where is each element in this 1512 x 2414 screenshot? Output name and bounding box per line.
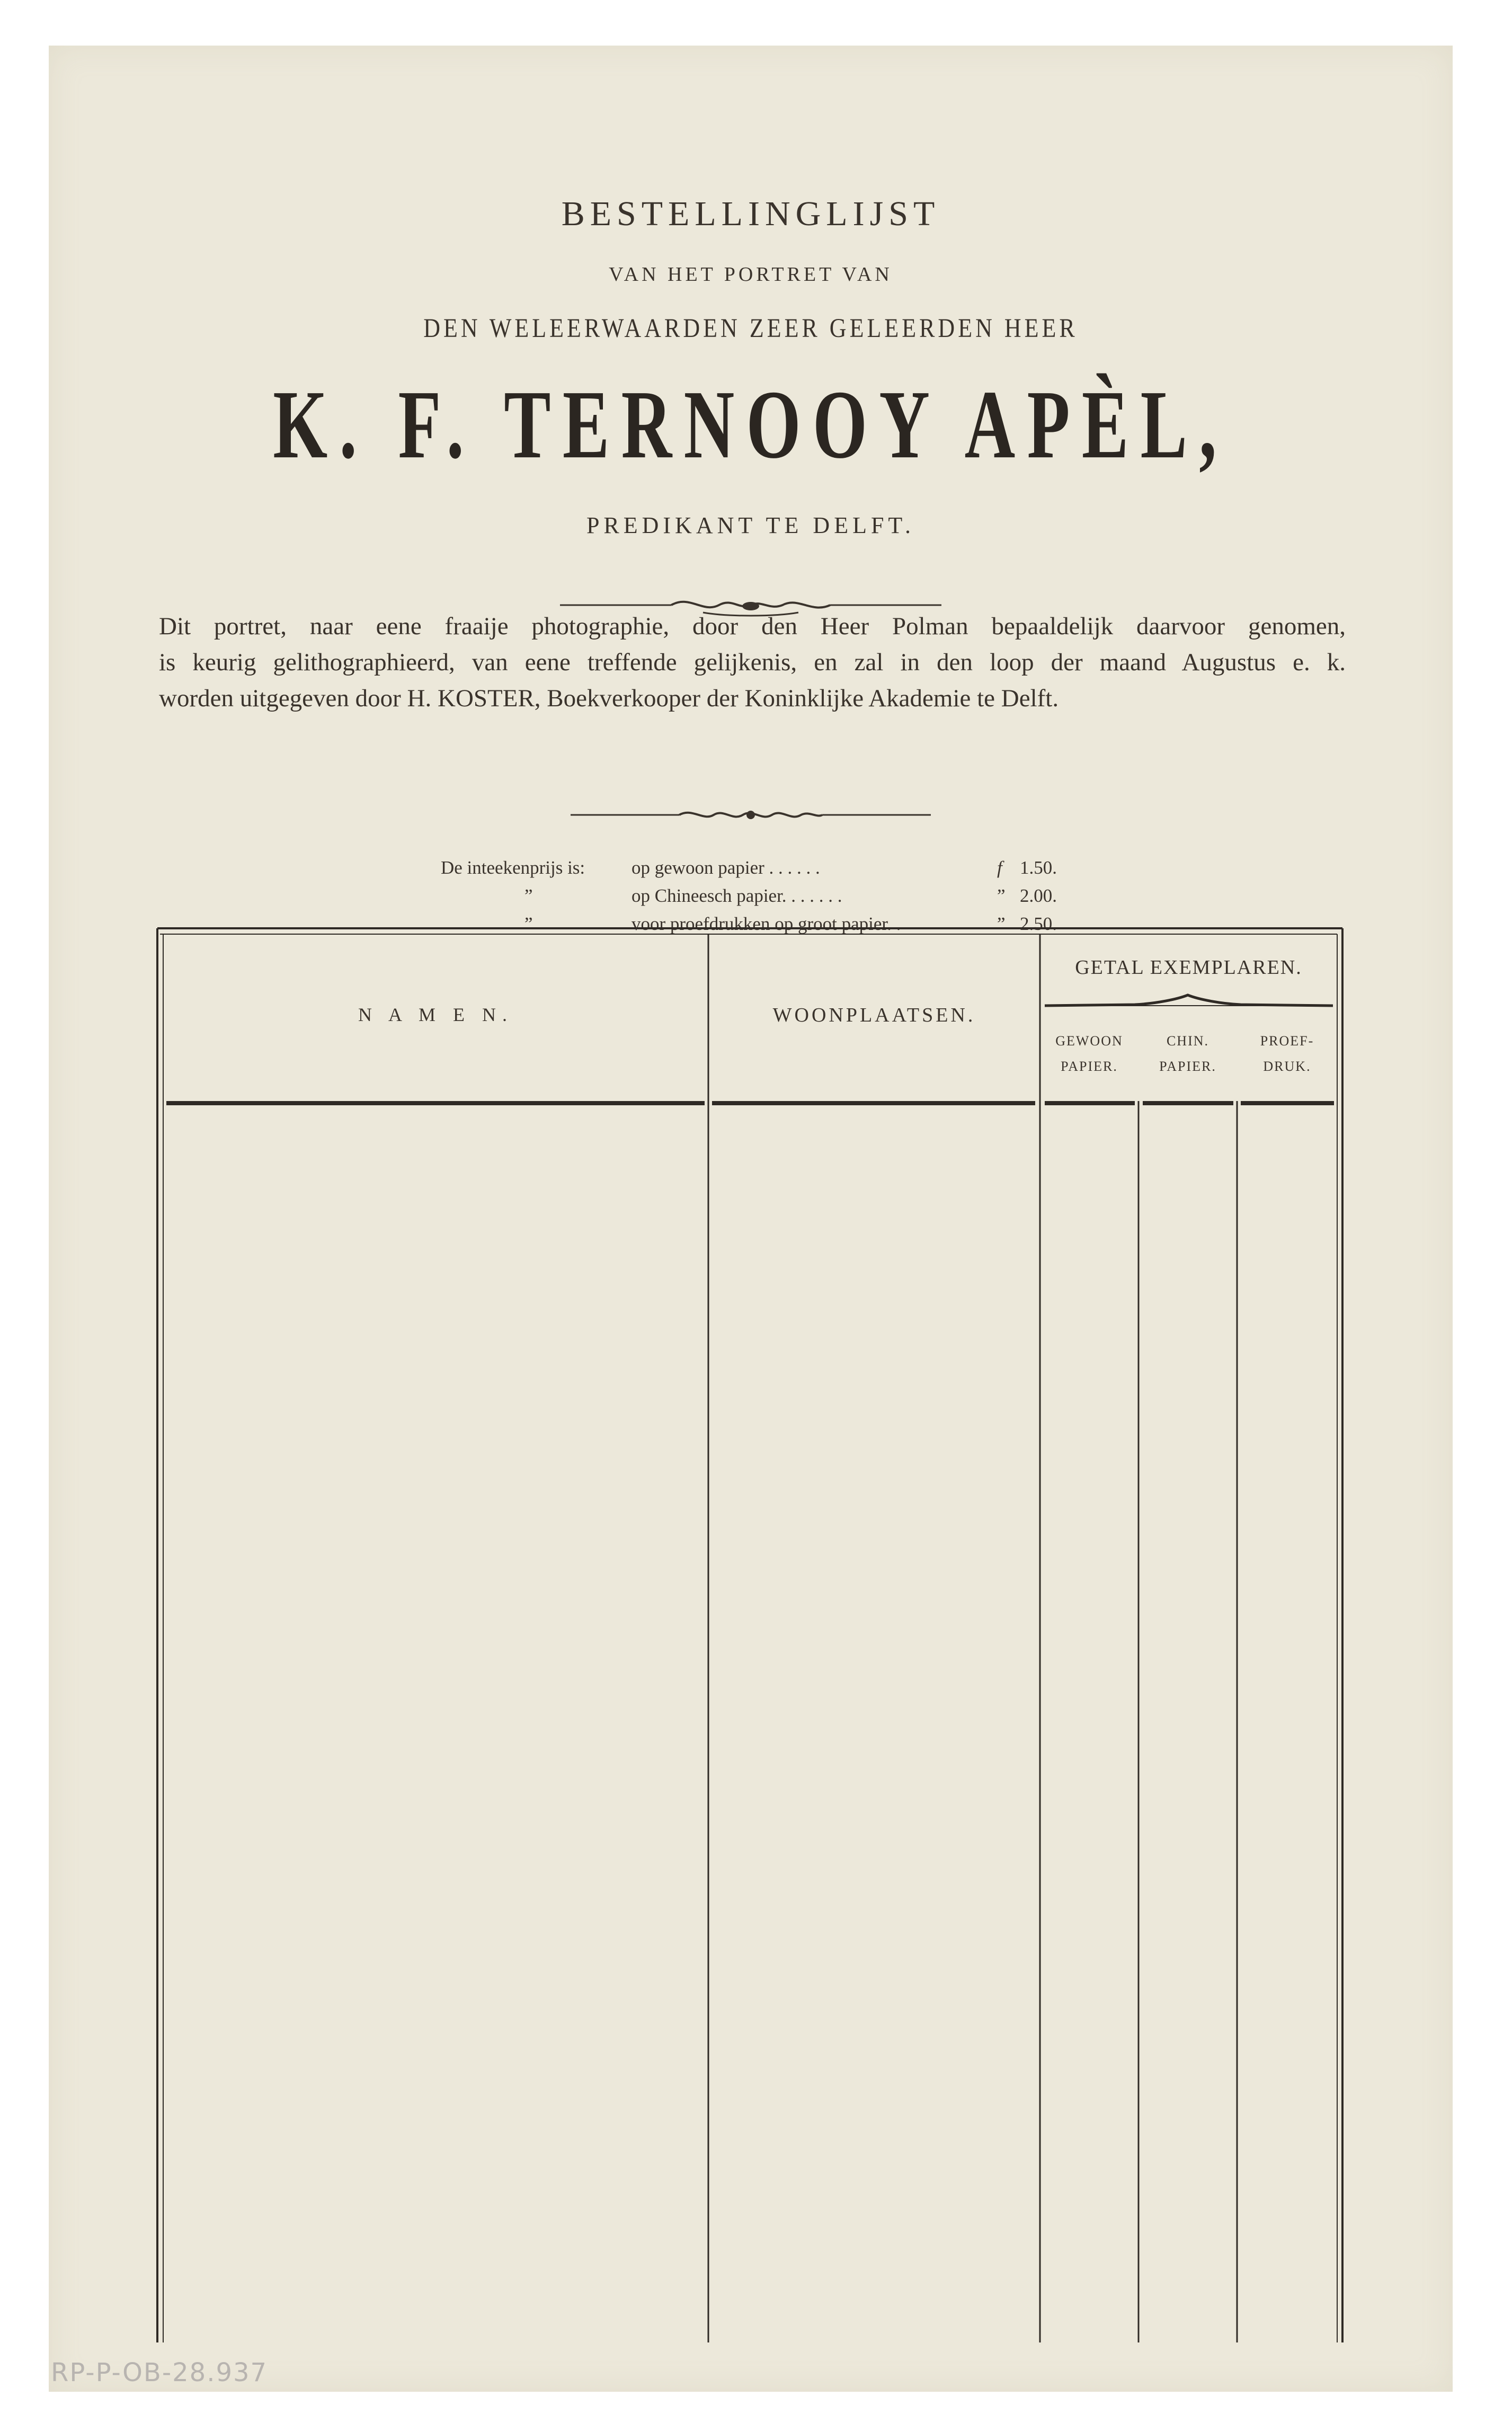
price-currency: ” <box>997 913 1006 934</box>
document-title: BESTELLINGLIJST <box>561 194 940 233</box>
subtitle-line: VAN HET PORTRET VAN <box>609 263 893 286</box>
column-header-places: WOONPLAATSEN. <box>772 1004 976 1026</box>
subcolumn-header-line: GEWOON <box>1055 1033 1123 1049</box>
subtitle-line: DEN WELEERWAARDEN ZEER GELEERDEN HEER <box>423 313 1078 343</box>
subcolumn-header-line: PAPIER. <box>1061 1059 1118 1074</box>
subscription-table-grid <box>49 46 1453 2392</box>
price-desc: op gewoon papier . . . . . . <box>632 857 820 878</box>
paragraph-line: is keurig gelithographieerd, van eene treffende gelijkenis, en zal in den loop der maand Augustus e. k. <box>159 649 1346 676</box>
column-header-names: N A M E N. <box>358 1004 514 1025</box>
document-sheet <box>49 46 1453 2392</box>
paragraph-line: Dit portret, naar eene fraaije photographie, door den Heer Polman bepaaldelijk daarvoor genomen, <box>159 613 1346 640</box>
price-currency: f <box>997 857 1002 878</box>
subcolumn-header-line: CHIN. <box>1166 1033 1209 1049</box>
price-desc: op Chineesch papier. . . . . . . <box>632 885 842 906</box>
price-desc: voor proefdrukken op groot papier. . <box>632 913 901 934</box>
ditto-mark: ” <box>524 913 533 934</box>
price-amount: 2.00. <box>1020 885 1057 906</box>
subcolumn-header-line: PROEF- <box>1260 1033 1314 1049</box>
column-group-header: GETAL EXEMPLAREN. <box>1075 956 1302 979</box>
paragraph-line: worden uitgegeven door H. KOSTER, Boekverkooper der Koninklijke Akademie te Delft. <box>159 685 1059 712</box>
price-amount: 1.50. <box>1020 857 1057 878</box>
price-currency: ” <box>997 885 1006 906</box>
subcolumn-header-line: DRUK. <box>1263 1059 1311 1074</box>
subtitle-line: PREDIKANT TE DELFT. <box>586 512 915 538</box>
price-amount: 2.50. <box>1020 913 1057 934</box>
inventory-number: RP-P-OB-28.937 <box>51 2358 268 2388</box>
subcolumn-header-line: PAPIER. <box>1159 1059 1216 1074</box>
price-intro: De inteekenprijs is: <box>441 857 585 878</box>
ditto-mark: ” <box>524 885 533 906</box>
portrait-name: K. F. TERNOOY APÈL, <box>273 370 1229 479</box>
